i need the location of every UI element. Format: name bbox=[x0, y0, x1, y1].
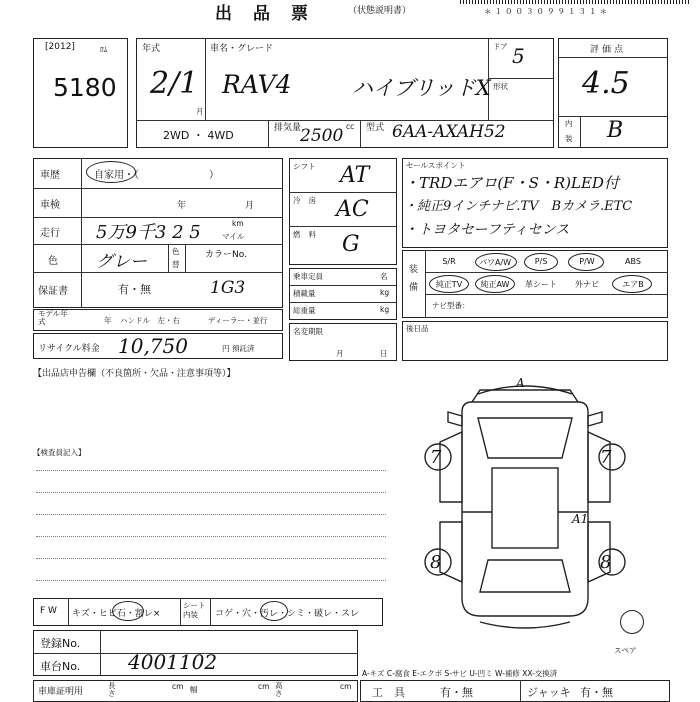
color-change-1: 色 bbox=[172, 247, 180, 256]
color-no-label: カラーNo. bbox=[205, 250, 247, 260]
equip-ps: P/S bbox=[534, 257, 548, 266]
grade-value: ハイブリッドX bbox=[352, 76, 491, 100]
capacity-unit: 名 bbox=[380, 272, 388, 281]
shaken-label: 車検 bbox=[40, 200, 60, 211]
cert-width-unit: cm bbox=[258, 682, 270, 691]
month-char: 月 bbox=[196, 107, 204, 116]
tools-value: 有・無 bbox=[440, 686, 473, 699]
tools-box bbox=[360, 680, 670, 702]
equip-leather: 革シート bbox=[525, 280, 557, 289]
mark-rl: 8 bbox=[430, 552, 442, 573]
equip-pw: P/W bbox=[579, 257, 595, 266]
mark-top: A bbox=[516, 376, 525, 390]
namechange-month: 月 bbox=[336, 349, 344, 358]
equip-paw: パワA/W bbox=[478, 258, 512, 267]
door-label: ドア bbox=[493, 42, 508, 51]
equip-navi: 外ナビ bbox=[575, 280, 599, 289]
model-value: 6AA-AXAH52 bbox=[392, 122, 506, 142]
handle-label: ハンドル 左・右 bbox=[120, 316, 180, 325]
damage-legend: A-キズ C-腐食 E-エクボ S-サビ U-凹ミ W-補修 XX-交換済 bbox=[362, 669, 558, 678]
page-title: 出 品 票 bbox=[215, 4, 310, 24]
warranty-value: 有・無 bbox=[118, 283, 151, 296]
circle-airbag bbox=[612, 275, 652, 293]
cert-height-unit: cm bbox=[340, 682, 352, 691]
equip-aw: 純正AW bbox=[480, 280, 510, 289]
door-value: 5 bbox=[512, 44, 525, 68]
chassis-label: 車台No. bbox=[40, 660, 81, 673]
shaken-month: 月 bbox=[245, 201, 255, 211]
drive-label: 2WD ・ 4WD bbox=[163, 129, 234, 142]
car-name-label: 車名・グレード bbox=[210, 44, 274, 54]
sales-line-2: ・純正9インチナビ.TV Bカメラ.ETC bbox=[404, 199, 633, 214]
lot-year: [2012] bbox=[45, 42, 75, 52]
model-year-year: 年 bbox=[104, 316, 112, 325]
barcode-number: ＊１００３０９９１３１＊ bbox=[484, 7, 610, 16]
load-unit: kg bbox=[380, 288, 390, 297]
ac-value: AC bbox=[336, 197, 369, 222]
color-change-2: 替 bbox=[172, 260, 180, 269]
seat-label: シート内装 bbox=[183, 601, 206, 619]
sales-line-1: ・TRDエアロ(F・S・R)LED付 bbox=[404, 174, 619, 192]
shareki-value: 自家用・（ ） bbox=[94, 170, 219, 181]
seat-value: コゲ・穴・汚レ・シミ・破レ・スレ bbox=[215, 609, 360, 619]
shape-label: 形状 bbox=[493, 82, 508, 91]
namechange-label: 名変期限 bbox=[293, 327, 323, 336]
equipment-label-1: 装 bbox=[409, 265, 419, 275]
interior-label-1: 内 bbox=[565, 119, 573, 128]
remarks-label: 【出品店申告欄（不良箇所・欠品・注意事項等）】 bbox=[33, 369, 236, 379]
model-label: 型式 bbox=[366, 123, 385, 133]
later-items-box bbox=[402, 321, 668, 361]
rating-label: 評価点 bbox=[590, 45, 627, 55]
lot-number: 5180 bbox=[53, 73, 117, 102]
warranty-label: 保証書 bbox=[38, 286, 68, 297]
sales-line-3: ・トヨタセーフティセンス bbox=[404, 222, 570, 238]
cert-height: 高さ bbox=[275, 681, 283, 698]
car-diagram bbox=[400, 372, 670, 634]
fw-value: キズ・ヒビ石・割レ× bbox=[72, 609, 161, 619]
mile-unit: マイル bbox=[222, 232, 245, 241]
circle-tv bbox=[429, 275, 469, 293]
fuel-value: G bbox=[342, 232, 360, 257]
lot-year-suffix: ﾛﾑ bbox=[100, 45, 108, 54]
inspector-label: 【検査員記入】 bbox=[33, 448, 86, 457]
mark-rr: 8 bbox=[600, 552, 612, 573]
interior-value: B bbox=[607, 118, 624, 143]
shift-value: AT bbox=[340, 163, 370, 188]
circle-yogore bbox=[260, 601, 288, 621]
mark-side: A1 bbox=[572, 512, 589, 526]
ac-label: 冷房 bbox=[293, 196, 324, 205]
circle-paw bbox=[475, 253, 517, 271]
weight-label: 総重量 bbox=[293, 306, 316, 315]
mileage-label: 走行 bbox=[40, 228, 60, 239]
barcode bbox=[460, 0, 690, 4]
recycle-suffix: 円 預託済 bbox=[222, 344, 255, 353]
shift-label: シフト bbox=[293, 162, 316, 171]
year-value: 2/1 bbox=[150, 66, 199, 101]
mileage-value: 5万9千3 2 5 bbox=[96, 222, 201, 243]
spare-label: スペア bbox=[614, 646, 637, 655]
cert-width: 幅 bbox=[190, 685, 198, 694]
mark-fl: 7 bbox=[430, 447, 442, 468]
color-no-value: 1G3 bbox=[210, 278, 246, 298]
equip-abs: ABS bbox=[625, 257, 641, 266]
circle-hibi bbox=[112, 601, 144, 621]
navi-model-label: ナビ型番： bbox=[432, 301, 470, 310]
jack-label: ジャッキ bbox=[527, 686, 571, 699]
model-year-label: モデル年式 bbox=[38, 309, 68, 326]
reg-label: 登録No. bbox=[40, 637, 81, 650]
namechange-day: 日 bbox=[380, 349, 388, 358]
km-unit: km bbox=[232, 219, 244, 228]
tools-label: 工 具 bbox=[372, 686, 405, 699]
shareki-label: 車歴 bbox=[40, 170, 60, 181]
page-subtitle: （状態説明書） bbox=[348, 6, 412, 16]
fw-label: F W bbox=[40, 606, 57, 616]
jack-value: 有・無 bbox=[580, 686, 613, 699]
recycle-value: 10,750 bbox=[118, 334, 188, 358]
circle-pw bbox=[568, 253, 604, 271]
chassis-value: 4001102 bbox=[128, 650, 218, 674]
color-value: グレー bbox=[96, 252, 147, 272]
later-items-label: 後日品 bbox=[406, 324, 429, 333]
recycle-label: リサイクル料金 bbox=[38, 344, 100, 354]
mark-fr: 7 bbox=[600, 447, 612, 468]
dealer-label: ディーラー・並行 bbox=[208, 316, 268, 325]
car-name-value: RAV4 bbox=[222, 70, 292, 99]
circle-aw bbox=[475, 275, 515, 293]
displacement-label: 排気量 bbox=[274, 123, 302, 133]
sales-label: セールスポイント bbox=[406, 161, 466, 170]
capacity-label: 乗車定員 bbox=[293, 272, 323, 281]
year-label: 年式 bbox=[142, 44, 161, 54]
interior-label-2: 装 bbox=[565, 134, 573, 143]
rating-value: 4.5 bbox=[582, 66, 630, 101]
cc-unit: cc bbox=[346, 122, 355, 131]
load-label: 積載量 bbox=[293, 289, 316, 298]
cert-length: 長さ bbox=[108, 681, 116, 698]
equip-sr: S/R bbox=[442, 257, 456, 266]
fuel-label: 燃料 bbox=[293, 230, 324, 239]
spare-tire-icon bbox=[620, 610, 644, 634]
color-label: 色 bbox=[48, 256, 58, 267]
weight-unit: kg bbox=[380, 305, 390, 314]
shaken-year: 年 bbox=[177, 201, 187, 211]
equip-tv: 純正TV bbox=[435, 280, 463, 289]
equipment-label-2: 備 bbox=[409, 283, 419, 293]
circle-ps bbox=[524, 253, 558, 271]
cert-length-unit: cm bbox=[172, 682, 184, 691]
cert-label: 車庫証明用 bbox=[38, 687, 84, 697]
shareki-circle bbox=[86, 161, 136, 183]
equip-airbag: エアB bbox=[622, 280, 644, 289]
displacement-value: 2500 bbox=[300, 126, 344, 146]
